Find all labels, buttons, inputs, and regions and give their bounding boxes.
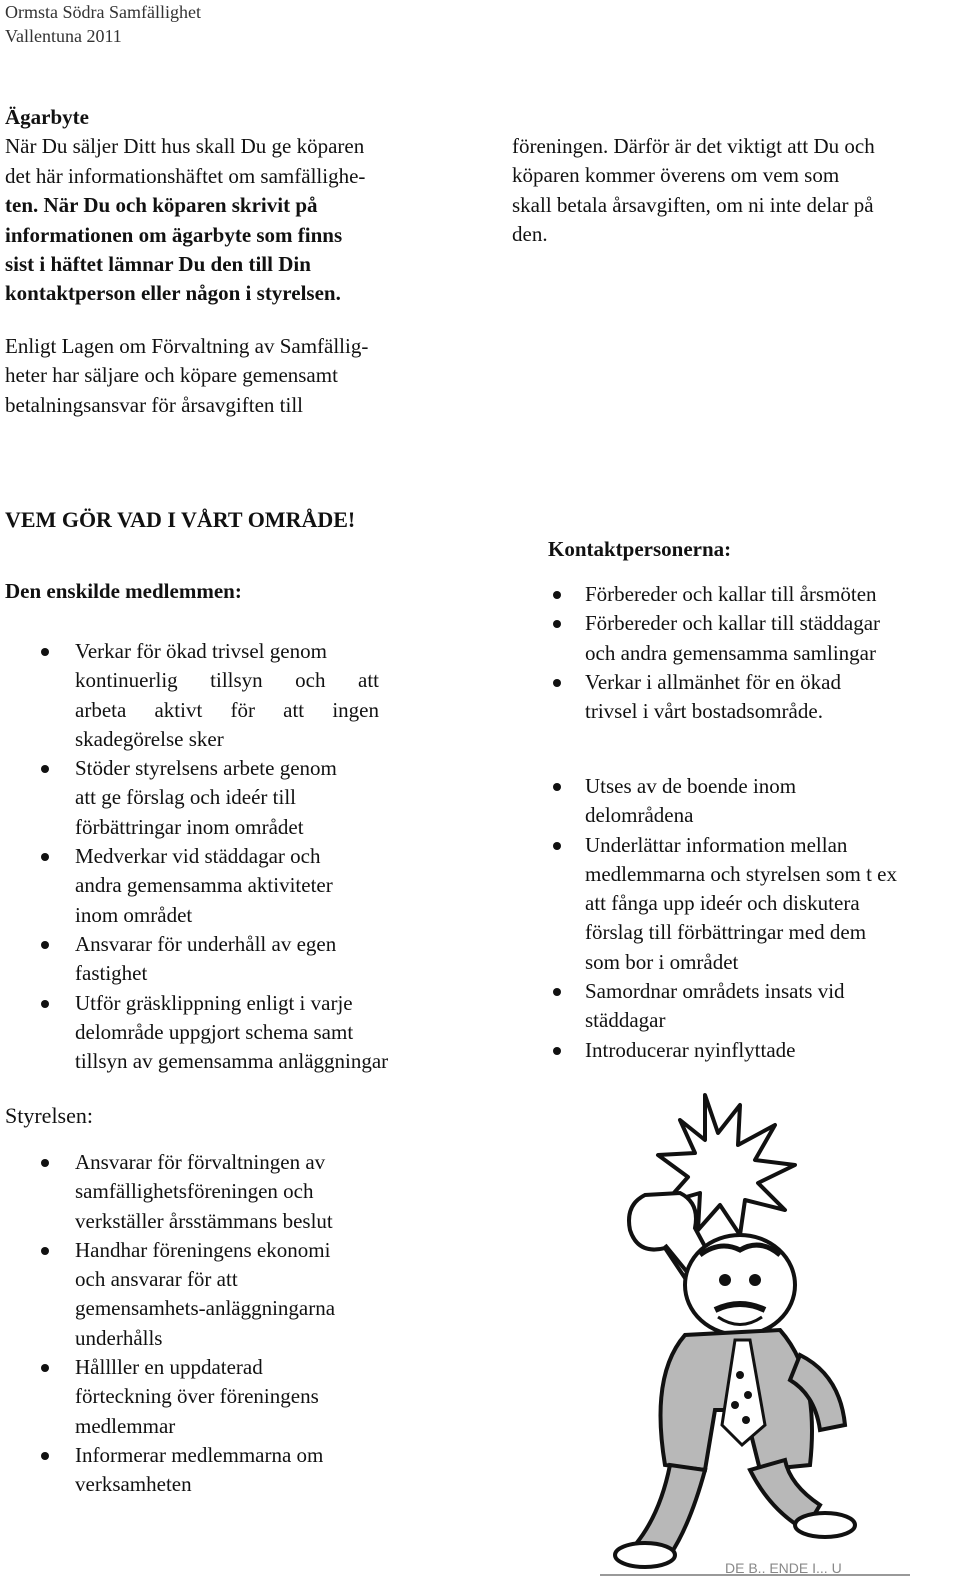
list-item: Utför gräsklippning enligt i varje delområde uppgjort schema samt tillsyn av gemensamma anläggningar [0,989,445,1077]
list-item: Stöder styrelsens arbete genom att ge förslag och ideér till förbättringar inom området [0,754,445,842]
contacts-list-b [548,772,958,1065]
text-line: betalningsansvar för årsavgiften till [5,392,303,417]
text-line: heter har säljare och köpare gemensamt [5,363,338,388]
list-item: Förbereder och kallar till städdagar och andra gemensamma samlingar [548,609,953,668]
list-item: Hållller en uppdaterad förteckning över föreningens medlemmar [0,1353,445,1441]
list-item: Ansvarar för underhåll av egen fastighet [0,930,445,989]
text-line: sist i häftet lämnar Du den till Din [5,252,311,277]
list-item: Ansvarar för förvaltningen av samfällighetsföreningen och verkställer årsstämmans beslut [0,1148,445,1236]
list-item: Förbereder och kallar till årsmöten [548,580,953,609]
angry-man-icon [590,1085,920,1585]
text-line: kontaktperson eller någon i styrelsen. [5,281,341,306]
ownership-change-section [5,103,475,309]
list-item: Verkar i allmänhet för en ökad trivsel i vårt bostadsområde. [548,668,953,727]
list-item: Verkar för ökad trivsel genom kontinuerlig tillsyn och att arbeta aktivt för att ingen skadegörelse sker [0,637,445,754]
contacts-list-a [548,580,953,726]
text-line: köparen kommer överens om vem som [512,163,840,188]
text-line: informationen om ägarbyte som finns [5,222,343,247]
list-item: Informerar medlemmarna om verksamheten [0,1441,445,1500]
board-list [0,1148,445,1500]
text-line: skall betala årsavgiften, om ni inte delar på [512,192,874,217]
list-item: Utses av de boende inom delområdena [548,772,958,831]
list-item: Samordnar områdets insats vid städdagar [548,977,958,1036]
list-item: Introducerar nyinflyttade [548,1036,958,1065]
list-item: Medverkar vid städdagar och andra gemensamma aktiviteter inom området [0,842,445,930]
place-year: Vallentuna 2011 [5,26,122,46]
text-line: det här informationshäftet om samfällighe- [5,163,366,188]
law-paragraph [5,332,475,420]
member-heading: Den enskilde medlemmen: [5,579,242,603]
illustration-caption: DE B.. ENDE I... U [725,1560,842,1576]
list-item: Underlättar information mellan medlemmarna och styrelsen som t ex att fånga upp ideér och diskutera förslag till förbättringar med dem som bor i området [548,831,958,977]
section-title: VEM GÖR VAD I VÅRT OMRÅDE! [5,507,356,532]
contacts-heading: Kontaktpersonerna: [548,537,732,561]
text-line: Enligt Lagen om Förvaltning av Samfällig- [5,334,369,358]
association-name: Ormsta Södra Samfällighet [5,2,201,22]
text-line: den. [512,222,548,247]
angry-man-illustration [590,1085,920,1585]
document-header [5,0,201,48]
board-heading: Styrelsen: [5,1103,93,1128]
list-item: Handhar föreningens ekonomi och ansvarar för att gemensamhets-anläggningarna underhålls [0,1236,445,1353]
text-line: När Du säljer Ditt hus skall Du ge köparen [5,134,365,159]
ownership-change-continued [512,132,952,250]
text-line: föreningen. Därför är det viktigt att Du och [512,134,875,158]
ownership-change-heading: Ägarbyte [5,105,89,129]
member-list [0,637,445,1076]
text-line: ten. När Du och köparen skrivit på [5,193,318,218]
